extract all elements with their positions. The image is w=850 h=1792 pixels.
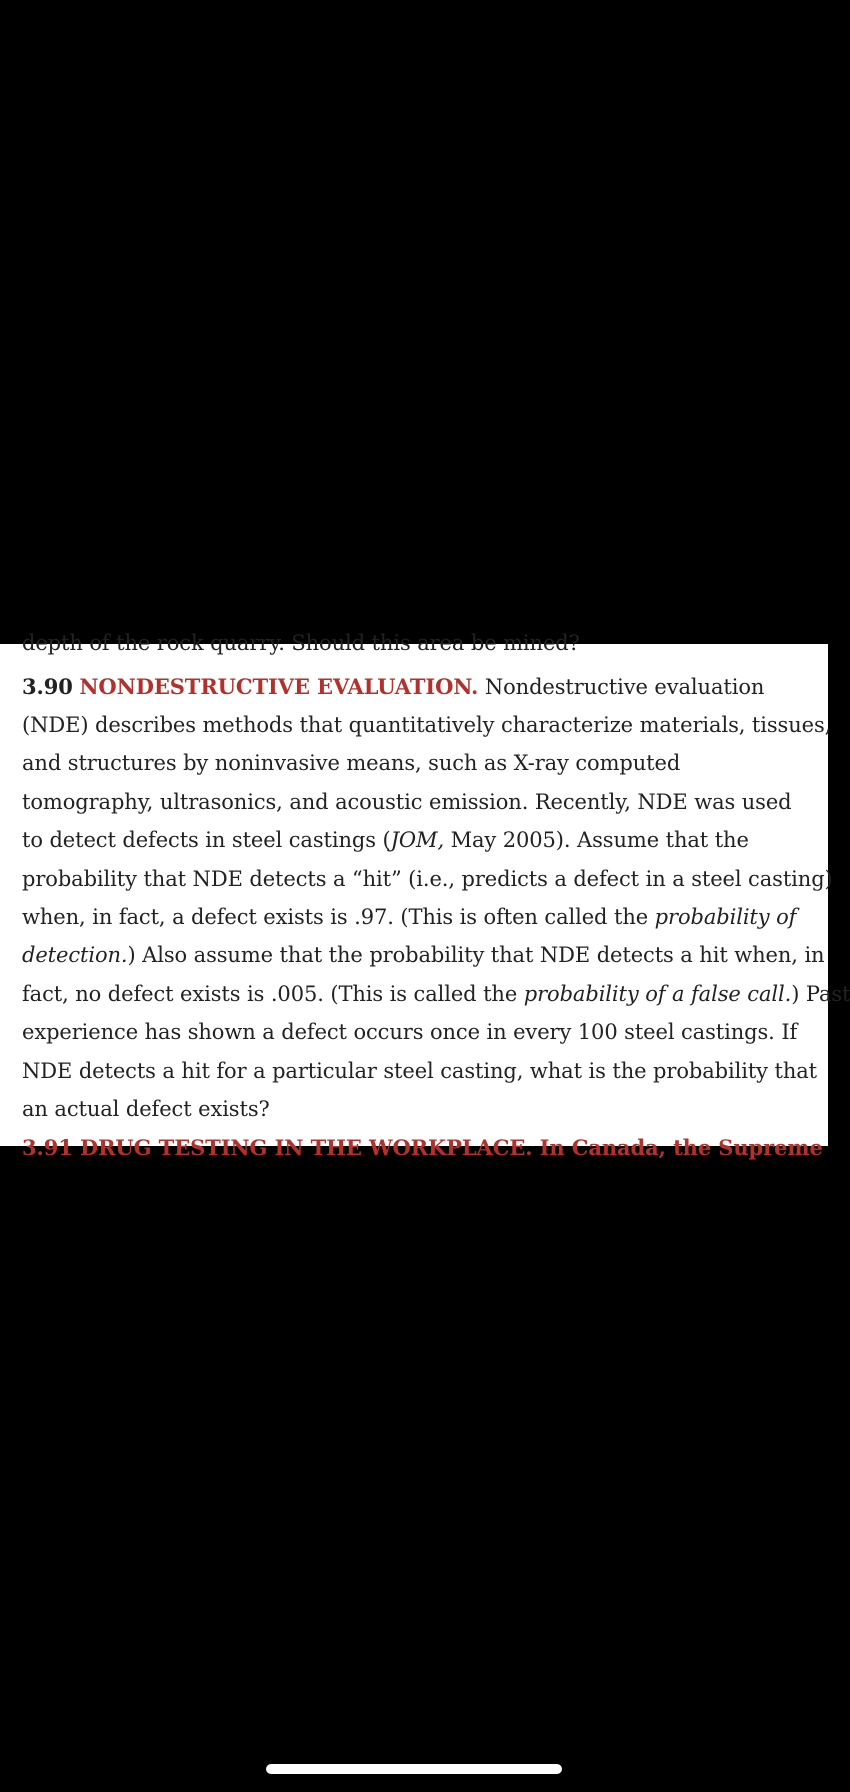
- exercise-text: fact, no defect exists is .005. (This is called the: [22, 982, 524, 1006]
- exercise-line-11: [22, 1058, 817, 1084]
- exercise-text: (NDE) describes methods that quantitatively characterize materials, tissues,: [22, 713, 832, 737]
- exercise-text: ) Past: [791, 982, 850, 1006]
- exercise-text: Nondestructive evaluation: [484, 675, 765, 699]
- exercise-line-3: [22, 750, 680, 776]
- exercise-line-4: [22, 789, 792, 815]
- exercise-text: May 2005). Assume that the: [444, 828, 749, 852]
- exercise-text: an actual defect exists?: [22, 1097, 270, 1121]
- journal-name: JOM,: [390, 828, 445, 852]
- exercise-line-2: [22, 712, 831, 738]
- exercise-line-6: [22, 866, 833, 892]
- exercise-text: and structures by noninvasive means, such as X-ray computed: [22, 751, 681, 775]
- next-exercise-cutoff: 3.91 DRUG TESTING IN THE WORKPLACE. In Canada, the Supreme: [22, 1135, 823, 1160]
- exercise-text: ) Also assume that the probability that NDE detects a hit when, in: [127, 943, 825, 967]
- exercise-text: probability that NDE detects a “hit” (i.e., predicts a defect in a steel casting): [22, 867, 833, 891]
- exercise-line-9: [22, 981, 850, 1007]
- previous-paragraph-tail: depth of the rock quarry. Should this area be mined?: [22, 631, 580, 655]
- exercise-line-7: [22, 904, 796, 930]
- exercise-line-8: [22, 942, 824, 968]
- document-page: [0, 631, 850, 1160]
- exercise-number: 3.90: [22, 674, 73, 699]
- exercise-text: experience has shown a defect occurs once in every 100 steel castings. If: [22, 1020, 798, 1044]
- exercise-text: when, in fact, a defect exists is .97. (This is often called the: [22, 905, 655, 929]
- exercise-line-5: [22, 827, 749, 853]
- italic-term: probability of a false call.: [523, 982, 792, 1006]
- exercise-text: NDE detects a hit for a particular steel casting, what is the probability that: [22, 1059, 818, 1083]
- italic-term: detection.: [22, 943, 128, 967]
- exercise-text: to detect defects in steel castings (: [22, 828, 391, 852]
- exercise-title: NONDESTRUCTIVE EVALUATION.: [79, 674, 479, 699]
- exercise-line-1: [22, 674, 764, 700]
- exercise-line-10: [22, 1019, 797, 1045]
- exercise-line-12: [22, 1096, 270, 1122]
- home-indicator[interactable]: [266, 1764, 562, 1774]
- top-black-region: [0, 0, 828, 644]
- exercise-text: tomography, ultrasonics, and acoustic emission. Recently, NDE was used: [22, 790, 792, 814]
- italic-term: probability of: [654, 905, 797, 929]
